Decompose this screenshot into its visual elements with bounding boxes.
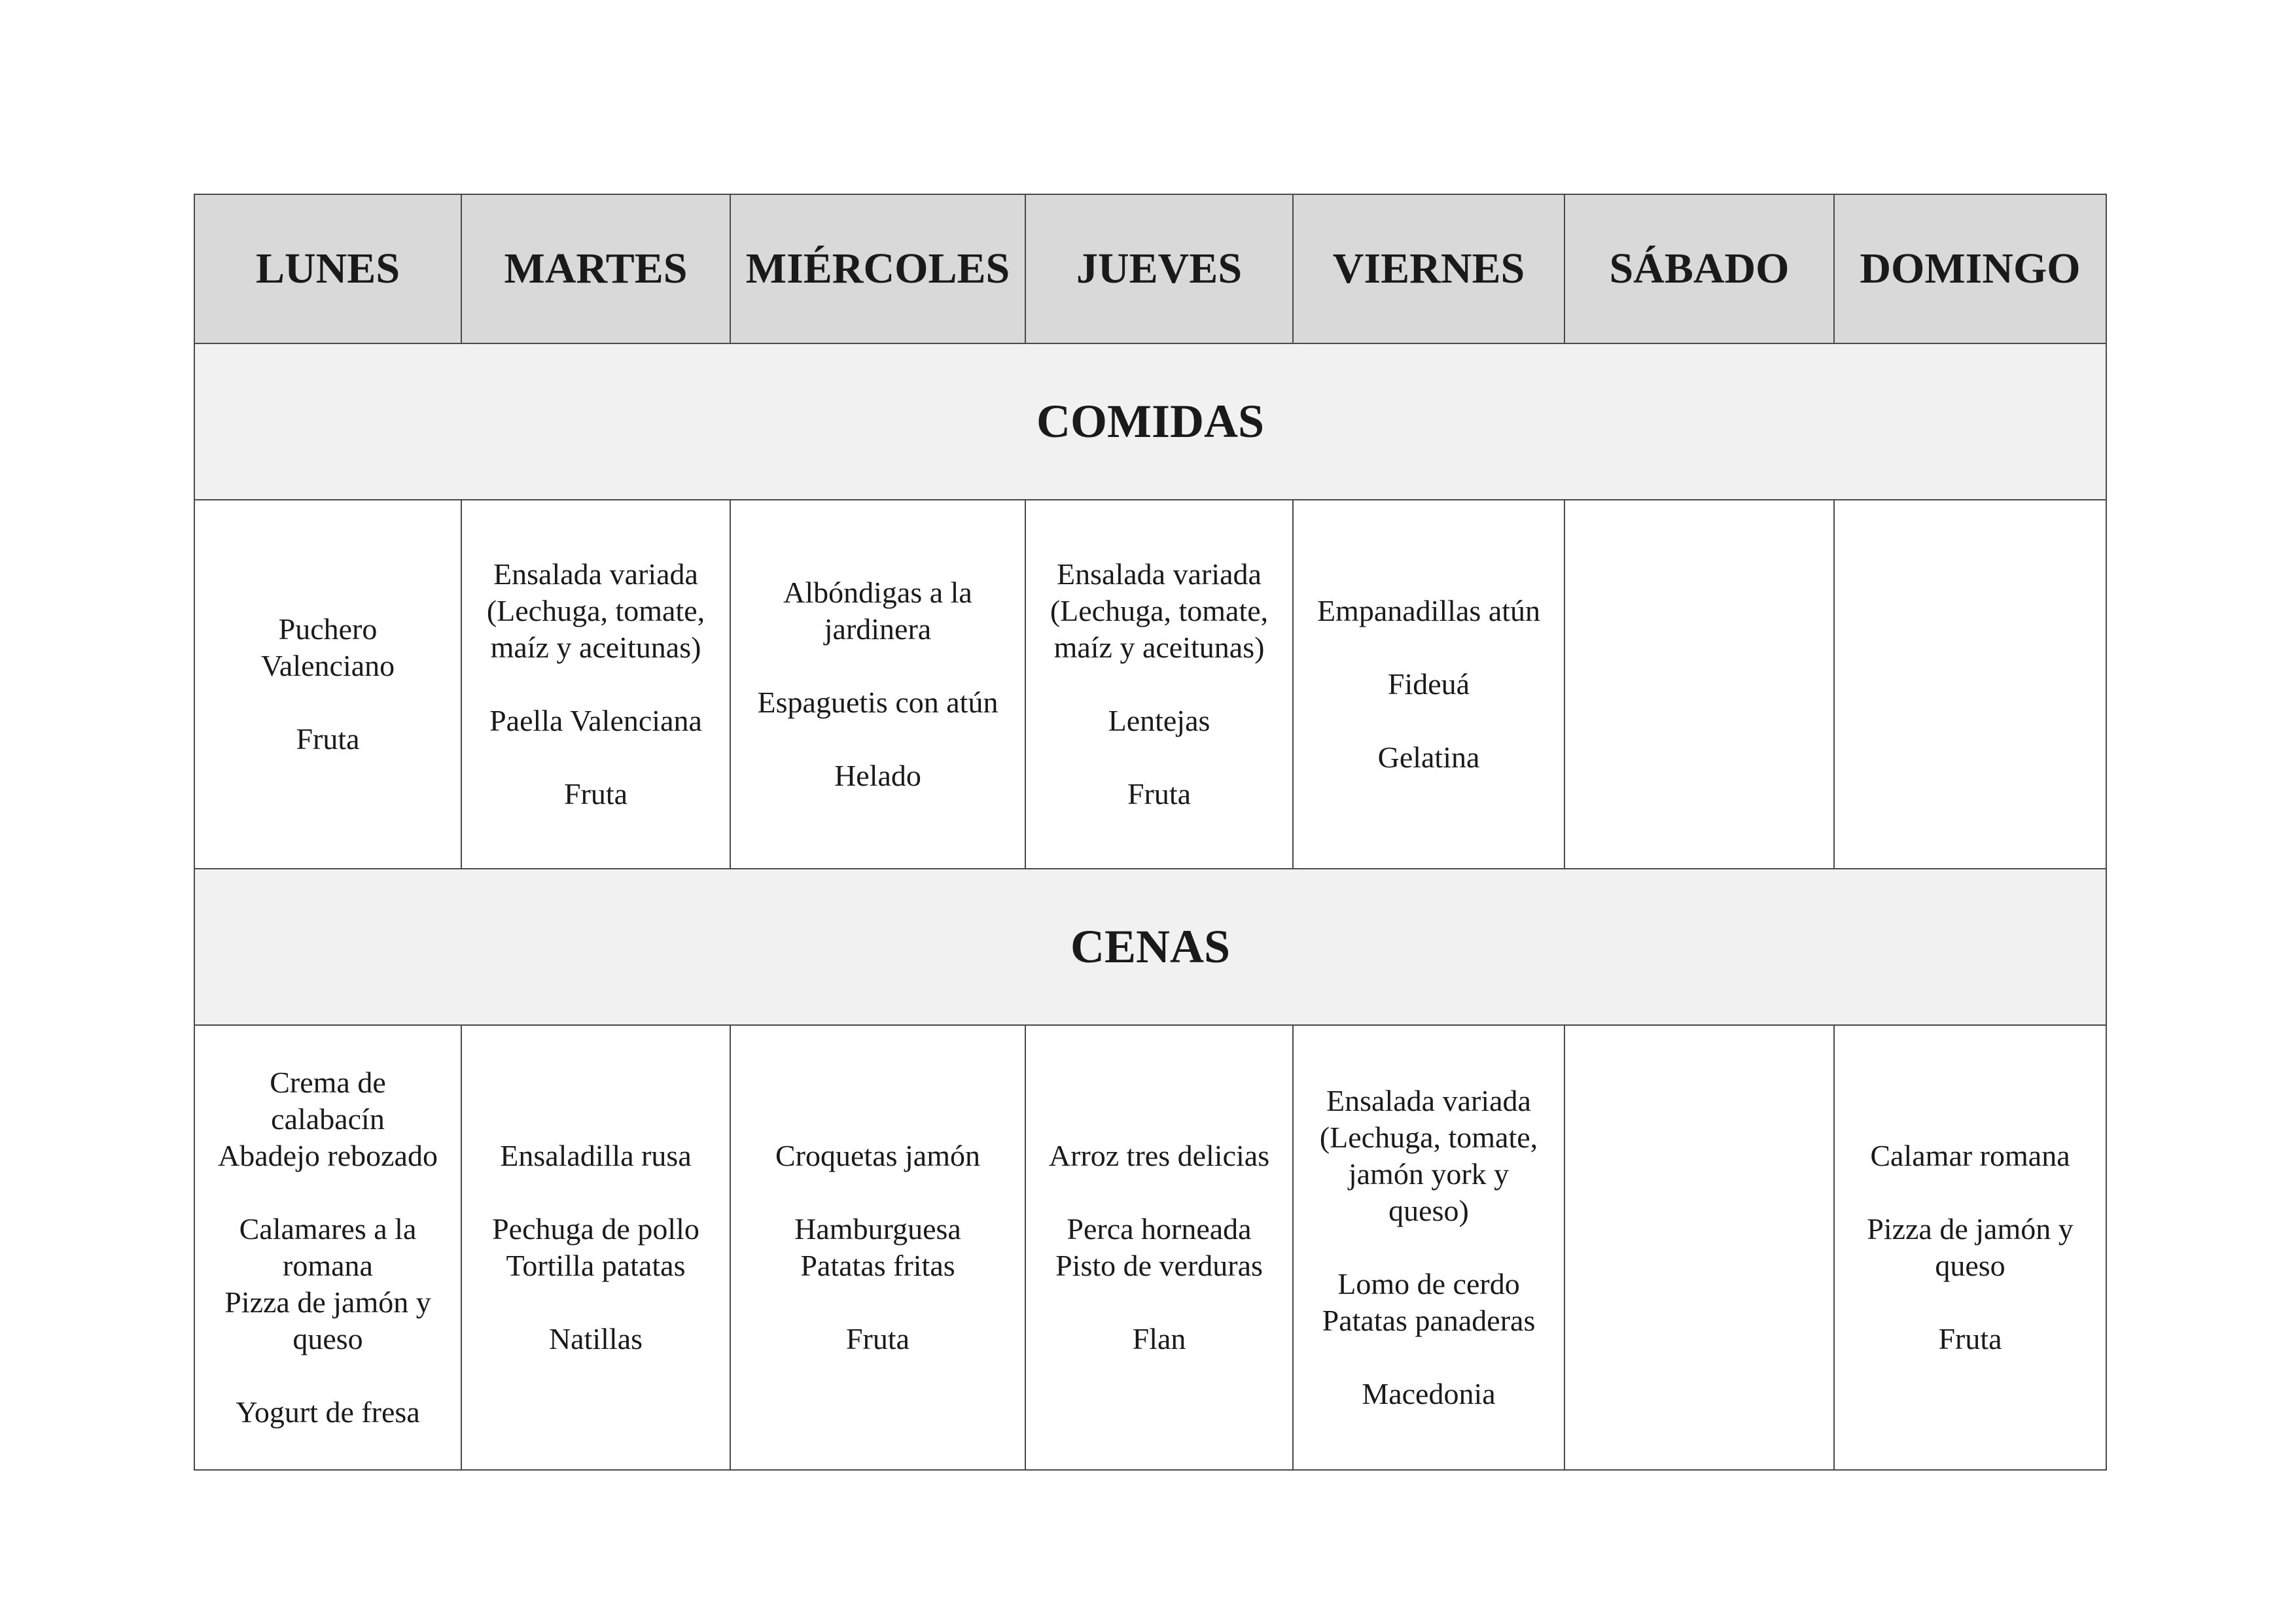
dish-spacer <box>471 1284 720 1321</box>
dish-spacer <box>204 1174 451 1211</box>
dish-line: Paella Valenciana <box>489 704 702 737</box>
dish-spacer <box>1035 1284 1283 1321</box>
dish-spacer <box>1303 629 1555 666</box>
dish-spacer <box>204 1357 451 1394</box>
cenas-meals-row <box>194 1025 2106 1470</box>
dish-line: Empanadillas atún <box>1316 594 1541 627</box>
dish-line: Yogurt de fresa <box>236 1395 420 1429</box>
day-header-lunes: LUNES <box>194 194 461 343</box>
dish-line: Macedonia <box>1362 1377 1496 1410</box>
dish-line: Fruta <box>563 777 628 811</box>
dish-spacer <box>1844 1174 2096 1211</box>
dish-line: queso <box>1935 1249 2005 1282</box>
weekly-menu-table <box>194 194 2107 1471</box>
cenas-section-title: CENAS <box>194 869 2106 1025</box>
meal-cell <box>1834 500 2106 869</box>
cenas-section-row <box>194 869 2106 1025</box>
meal-cell <box>1564 500 1834 869</box>
dish-line: Perca horneada <box>1067 1212 1252 1246</box>
dish-line: Fruta <box>296 722 360 756</box>
dish-spacer <box>740 1284 1016 1321</box>
dish-line: (Lechuga, tomate, <box>486 594 705 627</box>
dish-line: queso <box>292 1322 363 1355</box>
dish-line: Albóndigas a la <box>783 576 972 609</box>
meal-cell <box>461 500 730 869</box>
dish-spacer <box>1035 739 1283 776</box>
dish-line: Ensalada variada <box>1057 557 1262 591</box>
meal-cell <box>1293 500 1564 869</box>
dish-spacer <box>471 1174 720 1211</box>
meal-cell <box>1025 1025 1293 1470</box>
dish-line: Espaguetis con atún <box>757 686 998 719</box>
dish-line: calabacín <box>271 1102 385 1136</box>
dish-line: Ensaladilla rusa <box>500 1139 692 1172</box>
day-header-sabado: SÁBADO <box>1564 194 1834 343</box>
dish-line: Croquetas jamón <box>775 1139 980 1172</box>
dish-line: Pechuga de pollo <box>492 1212 699 1246</box>
dish-line: Patatas panaderas <box>1322 1304 1536 1337</box>
dish-spacer <box>1035 666 1283 703</box>
day-header-martes: MARTES <box>461 194 730 343</box>
dish-line: romana <box>283 1249 373 1282</box>
dish-line: Ensalada variada <box>1326 1084 1531 1117</box>
meal-cell <box>730 500 1025 869</box>
day-header-viernes: VIERNES <box>1293 194 1564 343</box>
comidas-section-row <box>194 343 2106 500</box>
meal-cell <box>1025 500 1293 869</box>
dish-spacer <box>740 721 1016 758</box>
dish-line: Fruta <box>1938 1322 2002 1355</box>
dish-line: Patatas fritas <box>800 1249 955 1282</box>
dish-spacer <box>740 1174 1016 1211</box>
dish-line: Pisto de verduras <box>1055 1249 1263 1282</box>
dish-line: queso) <box>1388 1194 1469 1227</box>
dish-line: Helado <box>834 759 921 792</box>
dish-spacer <box>1844 1284 2096 1321</box>
dish-line: Fruta <box>845 1322 910 1355</box>
dish-line: Valenciano <box>260 649 395 682</box>
day-header-row <box>194 194 2106 343</box>
dish-line: Lentejas <box>1108 704 1210 737</box>
dish-line: maíz y aceitunas) <box>490 631 701 664</box>
dish-spacer <box>740 648 1016 684</box>
comidas-section-title: COMIDAS <box>194 343 2106 500</box>
dish-line: Fideuá <box>1387 667 1470 701</box>
meal-cell <box>194 500 461 869</box>
dish-line: (Lechuga, tomate, <box>1050 594 1269 627</box>
dish-line: Abadejo rebozado <box>218 1139 438 1172</box>
dish-line: Pizza de jamón y <box>1867 1212 2074 1246</box>
dish-line: Fruta <box>1127 777 1192 811</box>
meal-cell <box>730 1025 1025 1470</box>
dish-line: Pizza de jamón y <box>224 1285 431 1319</box>
dish-spacer <box>471 666 720 703</box>
meal-cell <box>1564 1025 1834 1470</box>
dish-line: Natillas <box>548 1322 643 1355</box>
comidas-meals-row <box>194 500 2106 869</box>
dish-spacer <box>1303 1339 1555 1376</box>
dish-line: Gelatina <box>1377 741 1480 774</box>
meal-cell <box>1293 1025 1564 1470</box>
dish-line: Puchero <box>278 612 378 646</box>
dish-spacer <box>471 739 720 776</box>
dish-line: Calamares a la <box>239 1212 417 1246</box>
dish-spacer <box>1303 703 1555 739</box>
dish-spacer <box>1035 1174 1283 1211</box>
dish-line: jardinera <box>824 612 932 646</box>
dish-line: Arroz tres delicias <box>1048 1139 1270 1172</box>
dish-spacer <box>1303 1229 1555 1266</box>
dish-line: Calamar romana <box>1870 1139 2070 1172</box>
dish-spacer <box>204 684 451 721</box>
day-header-domingo: DOMINGO <box>1834 194 2106 343</box>
dish-line: Tortilla patatas <box>506 1249 686 1282</box>
day-header-jueves: JUEVES <box>1025 194 1293 343</box>
day-header-miercoles: MIÉRCOLES <box>730 194 1025 343</box>
dish-line: Hamburguesa <box>794 1212 961 1246</box>
dish-line: jamón york y <box>1348 1157 1510 1191</box>
dish-line: Lomo de cerdo <box>1337 1267 1520 1300</box>
dish-line: (Lechuga, tomate, <box>1319 1121 1538 1154</box>
meal-cell <box>461 1025 730 1470</box>
meal-cell <box>194 1025 461 1470</box>
dish-line: Crema de <box>270 1066 386 1099</box>
dish-line: Flan <box>1132 1322 1186 1355</box>
dish-line: Ensalada variada <box>493 557 698 591</box>
dish-line: maíz y aceitunas) <box>1053 631 1265 664</box>
meal-cell <box>1834 1025 2106 1470</box>
